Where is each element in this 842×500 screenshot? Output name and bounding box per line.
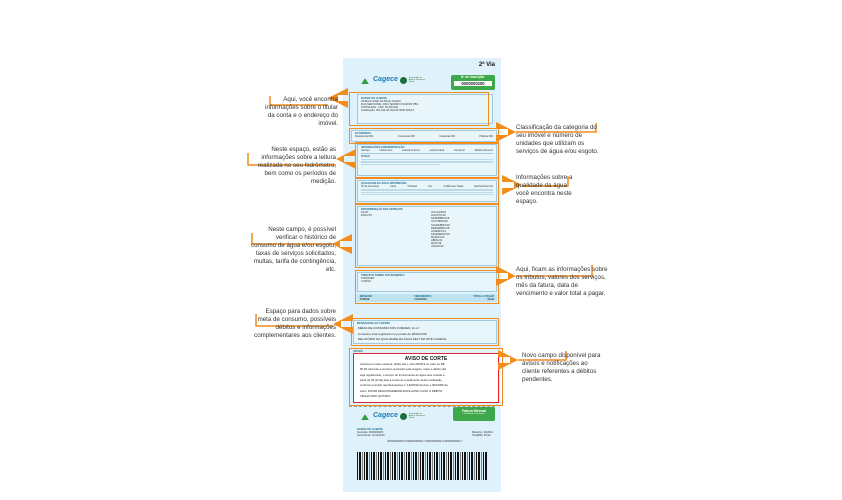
meter-col: Leitura Atual — [429, 149, 444, 153]
history-month: JUNHO/19 — [431, 245, 444, 249]
due-label: VENCIMENTO — [414, 295, 432, 298]
meter-col: Serviço — [361, 149, 370, 153]
history-month: AGOSTO/18 — [431, 214, 446, 218]
quality-col: Coliformes Totais — [443, 185, 464, 189]
history-month: MAIO/19 — [431, 242, 442, 246]
annotation-taxes: Aqui, ficam as informações sobre os tributos, valores dos serviços, mês da fatura, data de vencimento e valor total a pagar. — [516, 266, 608, 297]
history-month: ABRIL/19 — [431, 239, 443, 243]
arrow-notices — [498, 350, 518, 370]
quality-col: Cor — [428, 185, 433, 189]
history-month: FEVEREIRO/19 — [431, 232, 450, 236]
client-line: RUA SEM NOME, 2000, BAIRRO FICADOR PBS — [361, 103, 419, 107]
annotation-notices: Novo campo disponível para avisos e notificações ao cliente referentes a débitos pendentes. — [522, 352, 601, 383]
stub-header: DADOS DO CLIENTE — [357, 428, 383, 431]
annotation-history: Neste campo, é possível verificar o histórico de consumo de água e/ou esgoto, taxas de serviços solicitados, multas, tarifa de contingência, etc. — [251, 226, 336, 273]
meter-col: Leitura Anterior — [402, 149, 420, 153]
message-line: Consumo total registrado no período de 28/10/2019 — [358, 331, 427, 336]
tax-header: TRIBUTOS SOBRE FATURAMENTO — [361, 274, 405, 277]
meter-col: Hidrômetro — [379, 149, 393, 153]
reading-header: DATAS — [361, 154, 370, 158]
client-line: JOSELIA JOSE DA SILVA JUVADI — [361, 100, 401, 104]
message-line: MÉDIA DE CONSUMO DOS 6 MESES: 11 m³ — [358, 326, 420, 331]
quality-col: Turbidez — [407, 185, 418, 189]
history-row: ESGOTO — [361, 214, 373, 218]
notice-line: partir de 30 (trinta) dias a contar do recebimento desta notificação, — [360, 378, 443, 383]
tax-item: PIS/PASEP — [361, 277, 375, 281]
client-line: Codificação: 001.044.36.nb(0.00.0000.000)0.1 — [361, 109, 415, 113]
via-label: 2ª Via — [478, 62, 495, 68]
category-field: Pública 000 — [479, 135, 493, 139]
total-label: TOTAL A PAGAR — [473, 295, 494, 298]
notice-line: conforme previsto nas Resoluções nº 130/2010 da Arce e 003/2006 da — [360, 383, 448, 388]
notice-line: seja regularizado, o serviço de fornecimento de água será cortado a — [360, 372, 445, 377]
history-month: DEZEMBRO/18 — [431, 226, 450, 230]
history-month: SETEMBRO/18 — [431, 217, 450, 221]
quality-col: Cloro — [390, 185, 397, 189]
quality-header: QUALIDADE DA ÁGUA DISTRIBUÍDA — [361, 182, 407, 185]
history-month: NOVEMBRO/18 — [431, 223, 450, 227]
category-field: Residencial 001 — [355, 135, 374, 139]
message-line: RELATÓRIO DA QUALIDADE DA ÁGUA FELT NO SITE CAGECE — [358, 337, 447, 342]
client-line: FORTALEZA - CEP: 60.000-000 — [361, 106, 399, 110]
due-value: 11/11/2019 — [414, 298, 427, 302]
meter-header: INFORMAÇÕES HIDROMETRAÇÃO — [361, 146, 405, 149]
brand-name: Cagece — [373, 76, 398, 83]
month-label: MÊS/ANO — [360, 295, 373, 298]
inscription-label: Nº de Inscrição: — [460, 75, 485, 79]
tax-item: COFINS — [361, 280, 371, 284]
annotation-category: Classificação da categoria do seu imóvel e número de unidades que utilizam os serviços de água e/ou esgoto. — [516, 124, 599, 155]
stub-line: Mês/Ano: 10/2019 — [471, 431, 493, 435]
stub-line: Total(R$): 50,94 — [471, 434, 491, 438]
history-header: DISCRIMINAÇÃO DOS SERVIÇOS — [361, 208, 403, 211]
quality-col: Escherichia Coli — [474, 185, 493, 189]
client-header: DADOS DO CLIENTE — [361, 97, 387, 100]
arrow-messages — [333, 314, 353, 334]
notice-title: AVISO DE CORTE — [404, 356, 448, 362]
history-row: ÁGUA — [361, 211, 369, 215]
arrow-taxes — [496, 266, 516, 286]
manual-subtitle: Recebimento via banco — [463, 413, 485, 416]
notice-header: AVISOS — [353, 350, 363, 353]
annotation-client: Aqui, você encontra informações sobre o titular da conta e o endereço do imóvel. — [265, 96, 338, 127]
inscription-number: 0000000200 — [454, 81, 492, 86]
notice-line: Acfor. FAVOR DESCONSIDERAR ESTE AVISO CASO O DÉBITO — [360, 388, 443, 393]
category-header: ECONOMIAS — [355, 132, 371, 135]
gov-name: Companhia de Água e Esgoto do Ceará — [408, 412, 425, 420]
category-field: Industrial 000 — [439, 135, 455, 139]
meter-col: Média últimos 6 — [474, 149, 493, 153]
annotation-meter: Neste espaço, estão as informações sobre a leitura realizada no seu hidrômetro, bem como os períodos de medição. — [257, 146, 336, 185]
annotation-quality: Informações sobre a qualidade da água você encontra neste espaço. — [516, 174, 573, 205]
month-value: 10/2019 — [360, 298, 370, 302]
notice-line: 50,92 referente a serviços prestados pela Cagece. Caso o débito não — [360, 367, 447, 372]
quality-col: Nº de Amostras — [361, 185, 379, 189]
history-month: JANEIRO/19 — [431, 229, 446, 233]
history-month: MARÇO/19 — [431, 235, 445, 239]
brand-name: Cagece — [373, 412, 398, 419]
message-header: MENSAGENS AO CLIENTE — [357, 322, 391, 325]
history-month: JULHO/2018 — [431, 211, 446, 215]
manual-title: Fatura Mensal — [461, 409, 487, 413]
category-field: Comercial 000 — [398, 135, 415, 139]
barcode-digits: 82620000000-0 50940000000-7 00000000000-0 00000000000-7 — [387, 440, 463, 444]
history-month: OUTUBRO/18 — [431, 220, 448, 224]
notice-line: TENHA SIDO QUITADO. — [360, 394, 392, 399]
stub-line: Vencimento: 11/11/2019 — [357, 434, 385, 438]
annotation-messages: Espaço para dados sobre meta de consumo, possíveis débitos e informações complementares aos clientes. — [254, 308, 336, 339]
total-value: 50,94 — [487, 298, 494, 302]
meter-col: Consumo — [453, 149, 465, 153]
stub-line: Inscrição: 0000000200 — [357, 431, 384, 435]
gov-name: Companhia de Água e Esgoto do Ceará — [408, 76, 425, 84]
arrow-category — [496, 122, 516, 142]
notice-line: Consta em nosso sistema, débito até o mês 09/2019 no valor de R$ — [360, 362, 445, 366]
arrow-meter — [336, 149, 356, 169]
